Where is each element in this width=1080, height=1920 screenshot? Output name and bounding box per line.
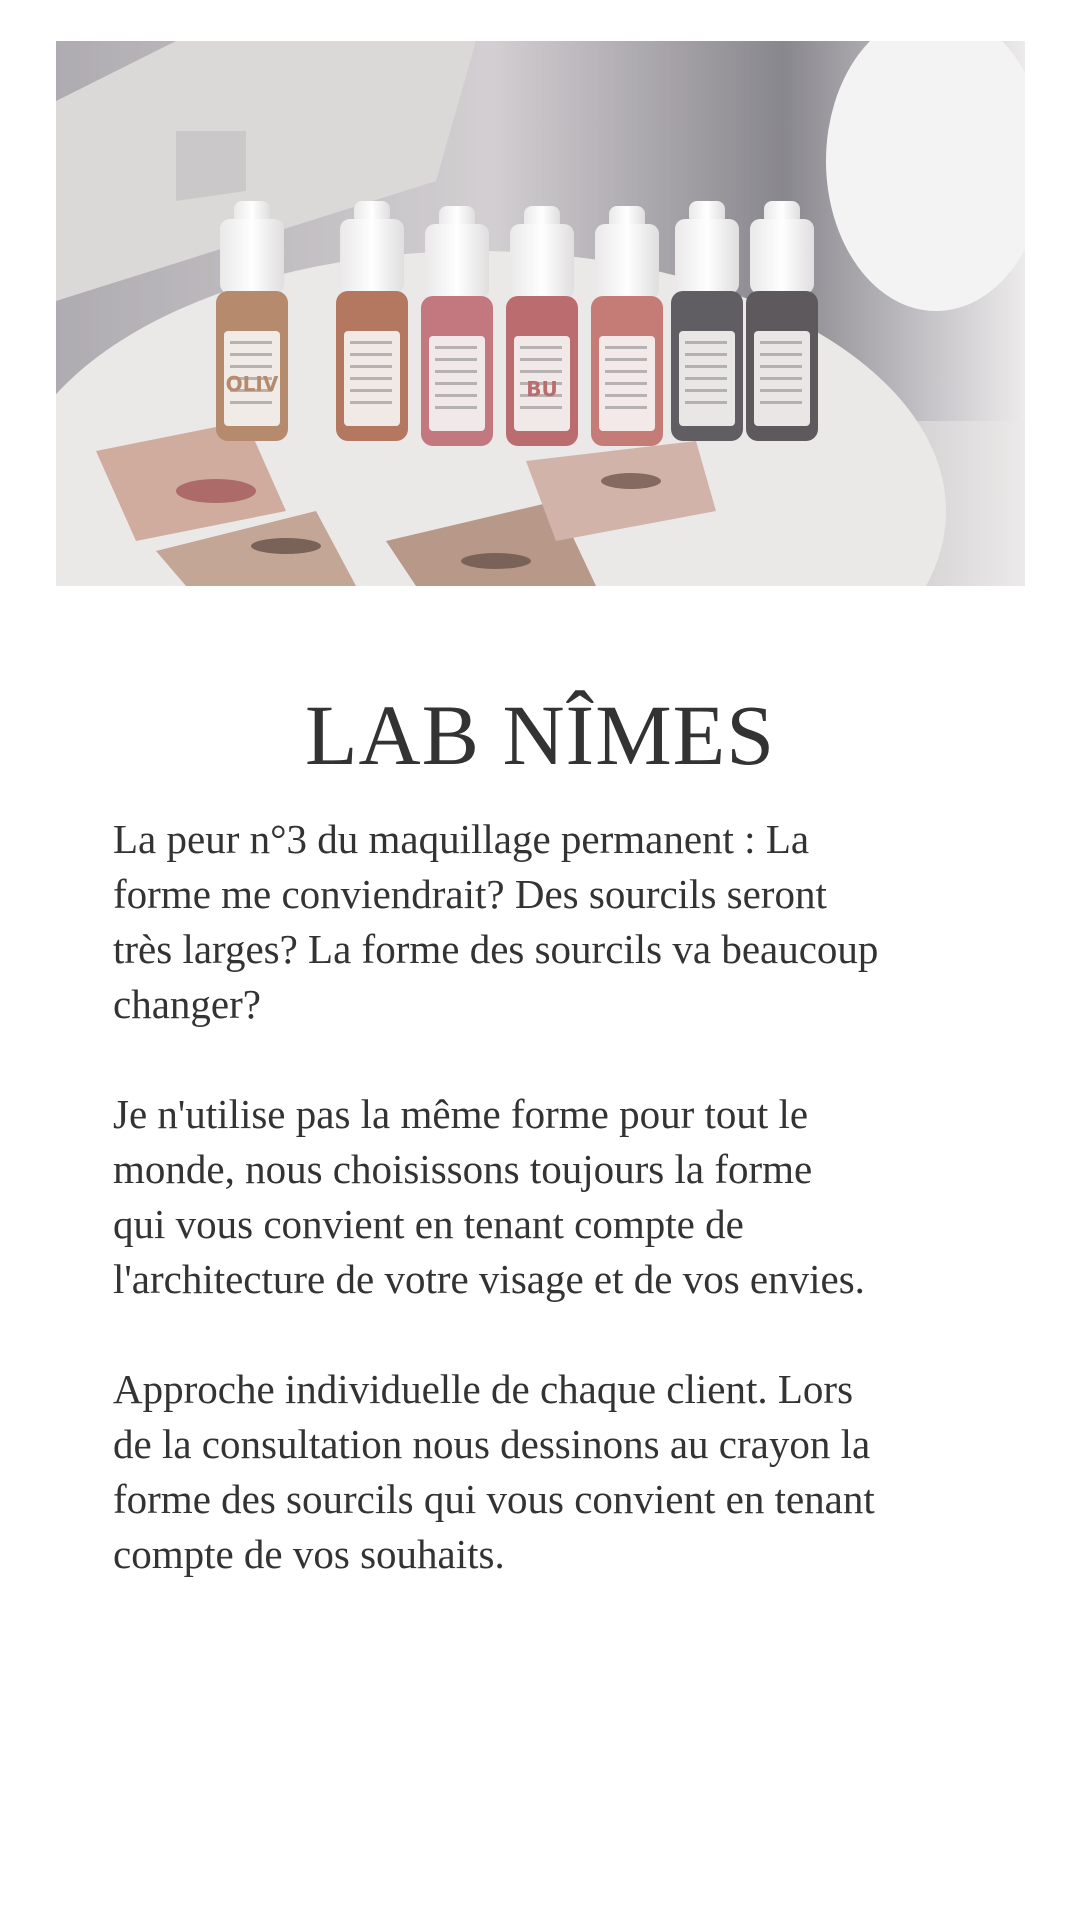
description-text (113, 812, 973, 1637)
page-title: LAB NÎMES (304, 687, 776, 783)
pigment-bottles-photo (56, 41, 1025, 586)
svg-text:OLIV: OLIV (225, 372, 279, 396)
paragraph: La peur n°3 du maquillage permanent : La forme me conviendrait? Des sourcils seront très larges? La forme des sourcils va beaucoup changer? (113, 816, 879, 1027)
paragraph: Je n'utilise pas la même forme pour tout le monde, nous choisissons toujours la forme qui vous convient en tenant compte de l'architecture de votre visage et de vos envies. (113, 1091, 865, 1302)
svg-text:BU: BU (526, 377, 558, 401)
paragraph: Approche individuelle de chaque client. Lors de la consultation nous dessinons au crayon la forme des sourcils qui vous convient en tenant compte de vos souhaits. (113, 1366, 875, 1577)
hero-image (56, 41, 1025, 586)
